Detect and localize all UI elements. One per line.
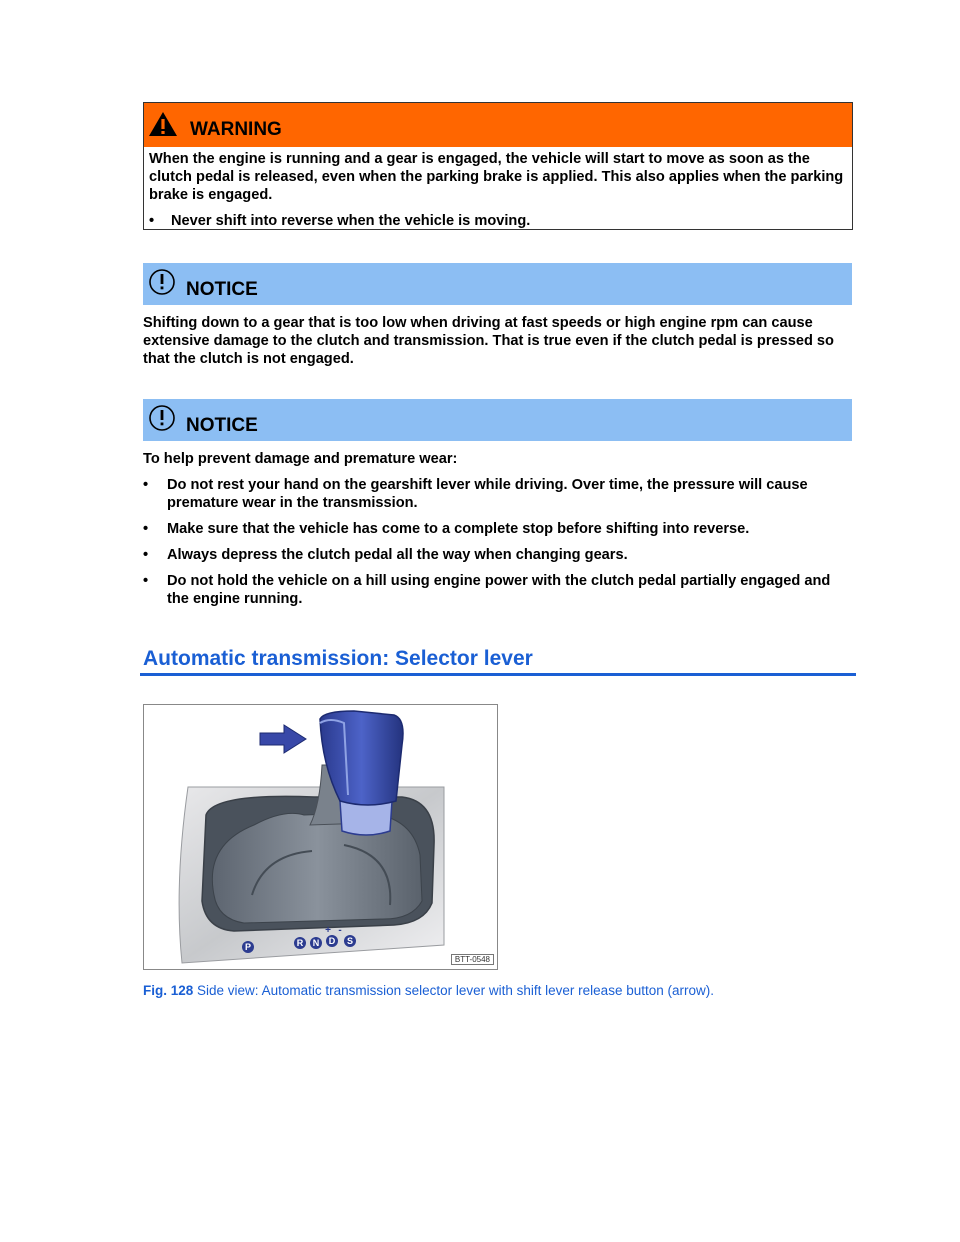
warning-bullet-text: Never shift into reverse when the vehicle is moving.	[171, 213, 531, 229]
warning-header	[144, 103, 852, 147]
warning-triangle-icon	[148, 111, 178, 137]
warning-body	[144, 147, 852, 233]
notice-bullet-text: Make sure that the vehicle has come to a complete stop before shifting into reverse.	[167, 521, 750, 537]
gear-letter-r: R	[296, 938, 304, 948]
notice-body-2	[143, 450, 853, 608]
exclamation-circle-icon	[148, 268, 176, 296]
figure-code: BTT-0548	[451, 954, 494, 965]
tiptronic-minus: -	[338, 925, 342, 936]
notice-bullet	[143, 520, 853, 538]
bullet-dot: •	[149, 213, 155, 229]
bullet-dot: •	[143, 477, 149, 493]
warning-text: When the engine is running and a gear is engaged, the vehicle will start to move as soon as the clutch pedal is released, even when the parking brake is applied. This also applies when the parking brake is engaged.	[149, 151, 844, 203]
notice-header-2	[143, 399, 852, 441]
notice-text-1: Shifting down to a gear that is too low when driving at fast speeds or high engine rpm can cause extensive damage to the clutch and transmission. That is true even if the clutch pedal is pressed so that the clutch is not engaged.	[143, 315, 834, 367]
notice-title-2: NOTICE	[186, 415, 258, 436]
notice-bullet	[143, 572, 853, 608]
gear-letter-s: S	[346, 936, 354, 946]
bullet-dot: •	[143, 521, 149, 537]
selector-lever-illustration	[144, 705, 497, 969]
bullet-dot: •	[143, 547, 149, 563]
figure-label: Fig. 128	[143, 983, 194, 998]
bullet-dot: •	[143, 573, 149, 589]
warning-box	[143, 102, 853, 230]
notice-header-1	[143, 263, 852, 305]
exclamation-circle-icon	[148, 404, 176, 432]
figure-caption-text: Side view: Automatic transmission selector lever with shift lever release button (arrow).	[193, 983, 714, 998]
selector-lever-figure	[143, 704, 498, 970]
notice-bullet-text: Do not rest your hand on the gearshift lever while driving. Over time, the pressure will cause premature wear in the transmission.	[167, 477, 808, 511]
figure-caption	[143, 983, 714, 998]
gear-letter-p: P	[244, 942, 252, 952]
notice-bullet	[143, 476, 853, 512]
notice-intro-2: To help prevent damage and premature wear:	[143, 451, 458, 467]
notice-bullet-text: Always depress the clutch pedal all the way when changing gears.	[167, 547, 628, 563]
warning-bullet	[149, 212, 847, 230]
section-divider	[140, 673, 856, 676]
tiptronic-plus: +	[325, 925, 331, 936]
section-title: Automatic transmission: Selector lever	[143, 647, 533, 670]
notice-body-1	[143, 314, 853, 368]
warning-title: WARNING	[190, 119, 282, 140]
gear-letter-n: N	[312, 938, 320, 948]
notice-bullet	[143, 546, 853, 564]
notice-title-1: NOTICE	[186, 279, 258, 300]
gear-letter-d: D	[328, 936, 336, 946]
notice-bullet-text: Do not hold the vehicle on a hill using engine power with the clutch pedal partially engaged and the engine running.	[167, 573, 831, 607]
